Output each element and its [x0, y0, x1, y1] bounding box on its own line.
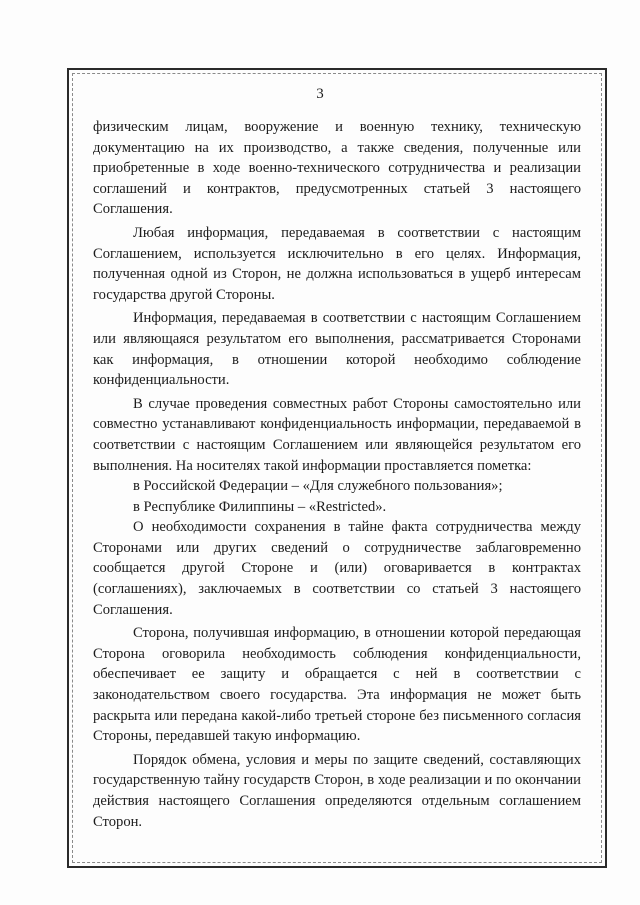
paragraph-continuation: физическим лицам, вооружение и военную технику, техническую документацию на их производство, а также сведения, полученные или приобретенные в ходе военно-технического сотрудничества и реализации соглашений и контрактов, предусмотренных статьей 3 настоящего Соглашения.: [93, 119, 581, 218]
paragraph: В случае проведения совместных работ Стороны самостоятельно или совместно устанавливают конфиденциальность информации, передаваемой в соответствии с настоящим Соглашением или являющейся результатом его выполнения. На носителях такой информации проставляется пометка:: [93, 395, 581, 474]
marking-philippines: в Республике Филиппины – «Restricted».: [133, 498, 387, 515]
page-number: 3: [316, 86, 324, 102]
paragraph: О необходимости сохранения в тайне факта сотрудничества между Сторонами или других сведений о сотрудничестве заблаговременно сообщается другой Стороне и (или) оговаривается в контрактах (соглашениях), заключаемых в соответствии со статьей 3 настоящего Соглашения.: [93, 519, 581, 618]
paragraph: Информация, передаваемая в соответствии с настоящим Соглашением или являющаяся результатом его выполнения, рассматривается Сторонами как информация, в отношении которой необходимо соблюдение конфиденциальности.: [93, 310, 581, 389]
document-body: [93, 117, 581, 832]
paragraph: Любая информация, передаваемая в соответствии с настоящим Соглашением, используется исключительно в его целях. Информация, полученная одной из Сторон, не должна использоваться в ущерб интересам государства другой Стороны.: [93, 224, 581, 303]
marking-russia: в Российской Федерации – «Для служебного пользования»;: [133, 478, 503, 495]
paragraph: Сторона, получившая информацию, в отношении которой передающая Сторона оговорила необходимость соблюдения конфиденциальности, обеспечивает ее защиту и обращается с ней в соответствии с законодательством своего государства. Эта информация не может быть раскрыта или передана какой-либо третьей стороне без письменного согласия Стороны, передавшей такую информацию.: [93, 625, 581, 745]
paragraph: Порядок обмена, условия и меры по защите сведений, составляющих государственную тайну государств Сторон, в ходе реализации и по окончании действия настоящего Соглашения определяются отдельным соглашением Сторон.: [93, 751, 581, 830]
